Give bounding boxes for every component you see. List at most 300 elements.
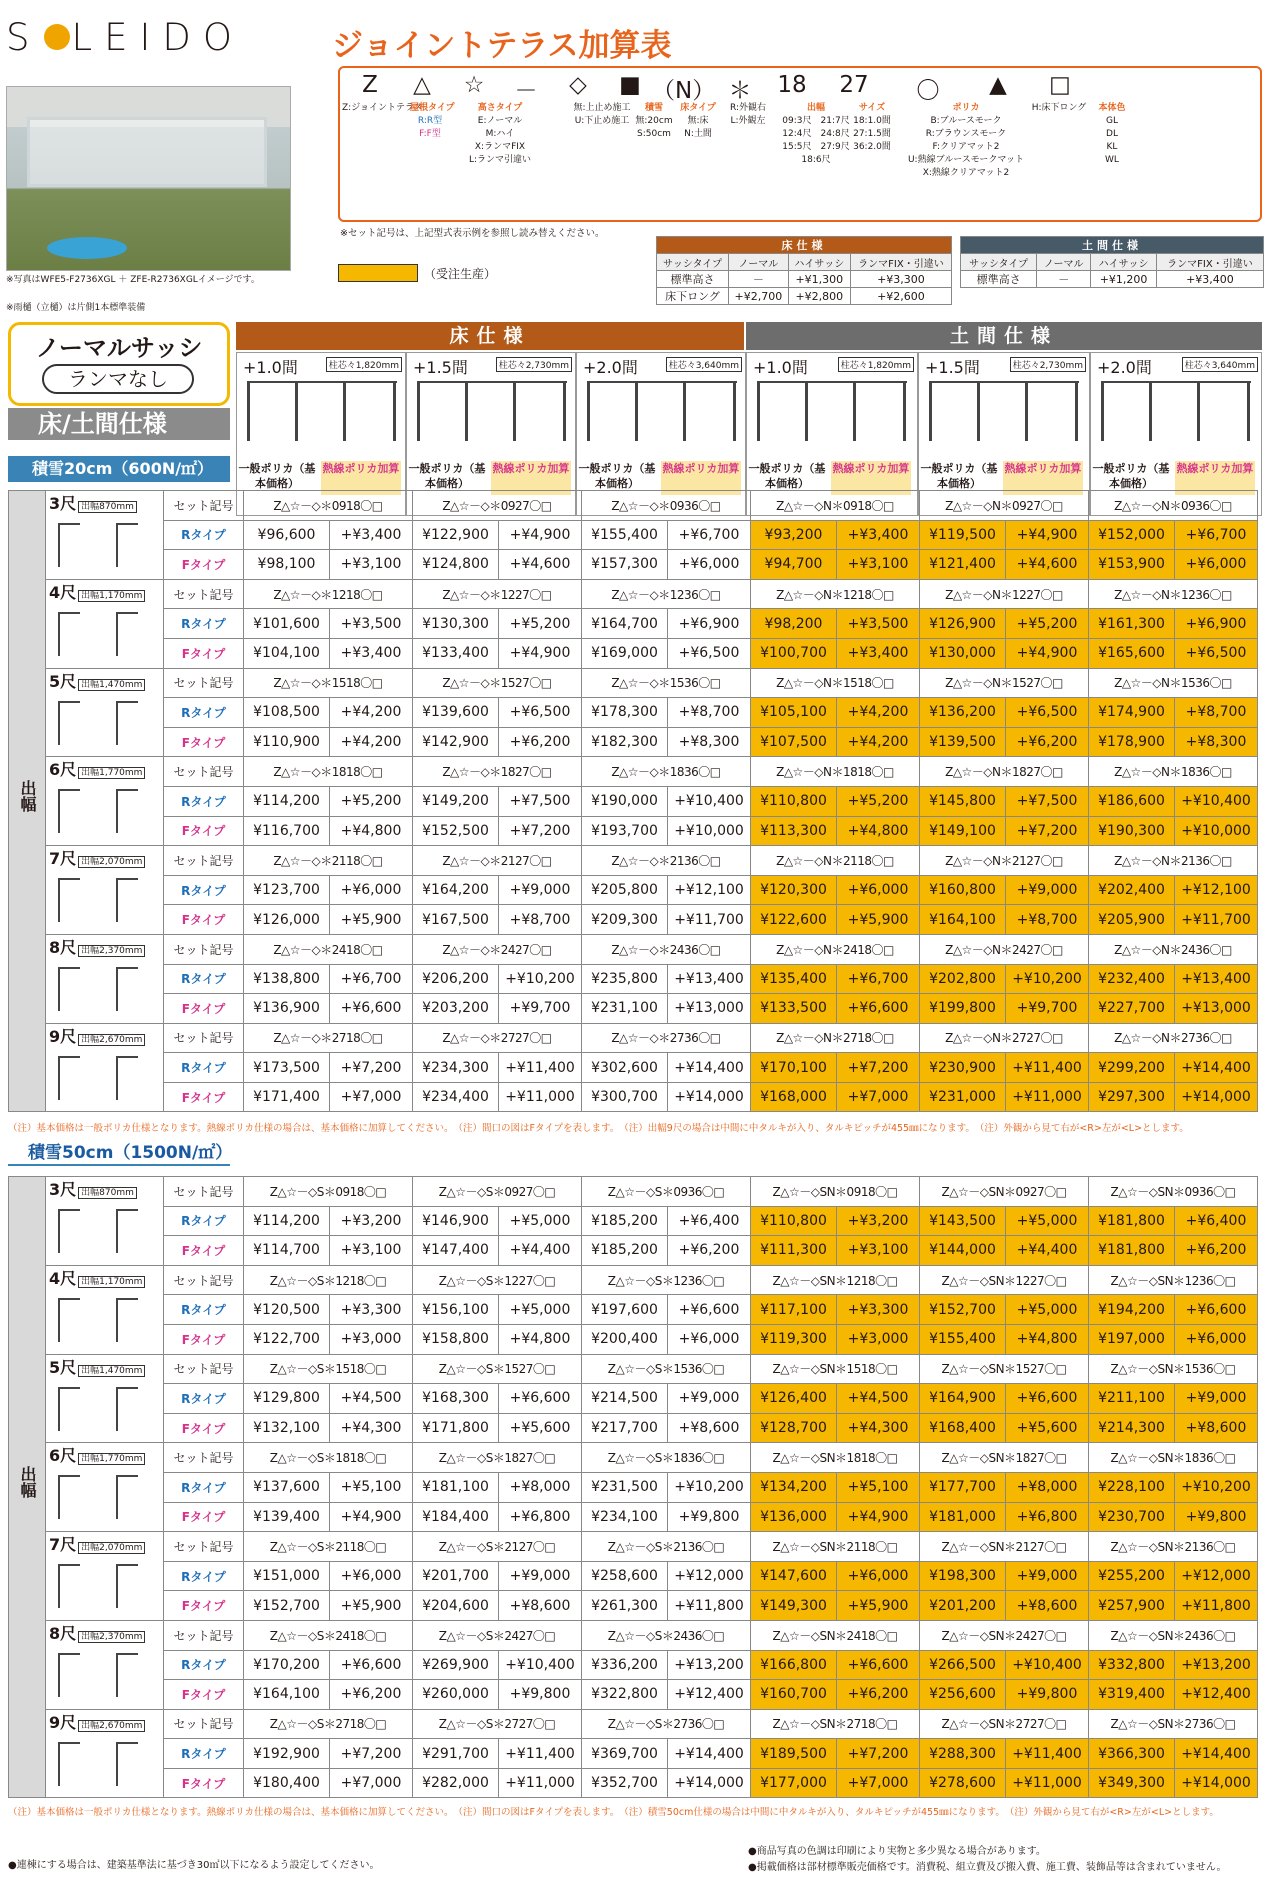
set-code: Z△☆－◇S＊2736〇□ bbox=[582, 1709, 751, 1739]
base-price: ¥164,100 bbox=[244, 1680, 330, 1710]
doma-spec-table bbox=[960, 236, 1264, 288]
size-cell bbox=[46, 1023, 164, 1112]
set-code-label: セット記号 bbox=[164, 579, 244, 609]
heat-addition: +¥6,600 bbox=[837, 994, 920, 1024]
base-price: ¥129,800 bbox=[244, 1384, 330, 1414]
heat-addition: +¥8,700 bbox=[1006, 905, 1089, 935]
set-code: Z△☆－◇N＊1227〇□ bbox=[920, 579, 1089, 609]
heat-addition: +¥4,800 bbox=[499, 1324, 582, 1354]
heat-addition: +¥3,400 bbox=[837, 520, 920, 550]
frame-sketch bbox=[54, 967, 158, 1017]
set-code: Z△☆－◇＊1527〇□ bbox=[413, 668, 582, 698]
column-pitch: 柱芯々3,640mm bbox=[1182, 357, 1258, 372]
base-price: ¥119,300 bbox=[751, 1324, 837, 1354]
base-price: ¥231,500 bbox=[582, 1472, 668, 1502]
spec-cell: 床下ロング bbox=[657, 288, 729, 305]
formula-symbol: Z bbox=[362, 72, 378, 98]
frame-sketch bbox=[54, 789, 158, 839]
f-type-label: Fタイプ bbox=[164, 994, 244, 1024]
floor-spec-table bbox=[656, 236, 952, 305]
heat-addition: +¥6,600 bbox=[499, 1384, 582, 1414]
r-type-label: Rタイプ bbox=[164, 520, 244, 550]
r-type-label: Rタイプ bbox=[164, 1384, 244, 1414]
r-type-label: Rタイプ bbox=[164, 1206, 244, 1236]
size-cell bbox=[46, 934, 164, 1023]
heat-addition: +¥14,400 bbox=[668, 1739, 751, 1769]
bottom-note-left: ●連棟にする場合は、建築基準法に基づき30㎡以下になるよう設定してください。 bbox=[8, 1860, 380, 1871]
set-code: Z△☆－◇S＊0936〇□ bbox=[582, 1177, 751, 1207]
frame-sketch bbox=[54, 878, 158, 928]
heat-addition: +¥10,200 bbox=[1175, 1472, 1258, 1502]
column-kind-basic: 一般ポリカ（基本価格） bbox=[238, 462, 316, 490]
set-code: Z△☆－◇S＊1227〇□ bbox=[413, 1265, 582, 1295]
set-code: Z△☆－◇N＊0927〇□ bbox=[920, 491, 1089, 521]
base-price: ¥322,800 bbox=[582, 1680, 668, 1710]
frame-sketch bbox=[54, 1387, 158, 1437]
table-row bbox=[9, 1295, 1258, 1325]
heat-addition: +¥5,200 bbox=[837, 786, 920, 816]
heat-addition: +¥8,300 bbox=[1175, 727, 1258, 757]
f-type-label: Fタイプ bbox=[164, 1413, 244, 1443]
set-code: Z△☆－◇N＊2718〇□ bbox=[751, 1023, 920, 1053]
base-price: ¥139,500 bbox=[920, 727, 1006, 757]
base-price: ¥139,400 bbox=[244, 1502, 330, 1532]
heat-addition: +¥13,200 bbox=[1175, 1650, 1258, 1680]
heat-addition: +¥6,000 bbox=[837, 1561, 920, 1591]
heat-addition: +¥14,400 bbox=[1175, 1053, 1258, 1083]
base-price: ¥278,600 bbox=[920, 1768, 1006, 1798]
table-row bbox=[9, 1236, 1258, 1266]
heat-addition: +¥4,300 bbox=[330, 1413, 413, 1443]
legend-head: サイズ bbox=[858, 103, 886, 113]
set-code: Z△☆－◇S＊2727〇□ bbox=[413, 1709, 582, 1739]
base-price: ¥130,300 bbox=[413, 609, 499, 639]
legend-line: R:R型 bbox=[417, 116, 443, 126]
spec-cell: +¥2,700 bbox=[729, 288, 789, 305]
base-price: ¥185,200 bbox=[582, 1206, 668, 1236]
column-kind-heat: 熱線ポリカ加算 bbox=[321, 461, 401, 495]
heat-addition: +¥5,000 bbox=[1006, 1295, 1089, 1325]
size-label: 4尺 bbox=[49, 582, 77, 602]
set-code: Z△☆－◇＊0927〇□ bbox=[413, 491, 582, 521]
set-code: Z△☆－◇＊0936〇□ bbox=[582, 491, 751, 521]
base-price: ¥135,400 bbox=[751, 964, 837, 994]
table-row bbox=[9, 786, 1258, 816]
base-price: ¥128,700 bbox=[751, 1413, 837, 1443]
base-price: ¥178,300 bbox=[582, 698, 668, 728]
base-price: ¥122,900 bbox=[413, 520, 499, 550]
table-row bbox=[9, 846, 1258, 876]
base-price: ¥122,700 bbox=[244, 1324, 330, 1354]
heat-addition: +¥8,700 bbox=[1175, 698, 1258, 728]
base-price: ¥178,900 bbox=[1089, 727, 1175, 757]
heat-addition: +¥6,500 bbox=[1006, 698, 1089, 728]
heat-addition: +¥7,500 bbox=[1006, 786, 1089, 816]
base-price: ¥214,300 bbox=[1089, 1413, 1175, 1443]
heat-addition: +¥14,400 bbox=[668, 1053, 751, 1083]
set-code: Z△☆－◇＊2427〇□ bbox=[413, 934, 582, 964]
base-price: ¥366,300 bbox=[1089, 1739, 1175, 1769]
legend-head: ポリカ bbox=[952, 103, 980, 113]
heat-addition: +¥7,200 bbox=[330, 1053, 413, 1083]
base-price: ¥256,600 bbox=[920, 1680, 1006, 1710]
size-label: 8尺 bbox=[49, 937, 77, 957]
heat-addition: +¥4,800 bbox=[330, 816, 413, 846]
legend-line: N:土間 bbox=[684, 129, 712, 139]
legend-line: Z:ジョイントテラス bbox=[342, 103, 423, 113]
formula-legend bbox=[720, 102, 776, 128]
frame-sketch bbox=[54, 701, 158, 751]
spec-cell: +¥2,600 bbox=[850, 288, 951, 305]
size-mm: 出幅1,770mm bbox=[78, 1453, 145, 1465]
set-code: Z△☆－◇SN＊1818〇□ bbox=[751, 1443, 920, 1473]
frame-sketch bbox=[54, 1564, 158, 1614]
base-price: ¥157,300 bbox=[582, 550, 668, 580]
base-price: ¥126,000 bbox=[244, 905, 330, 935]
set-code: Z△☆－◇＊1836〇□ bbox=[582, 757, 751, 787]
heat-addition: +¥7,000 bbox=[330, 1082, 413, 1112]
legend-line: 18:6尺 bbox=[801, 155, 831, 165]
heat-addition: +¥10,200 bbox=[499, 964, 582, 994]
formula-legend bbox=[572, 102, 632, 128]
legend-line: DL bbox=[1106, 129, 1118, 139]
base-price: ¥186,600 bbox=[1089, 786, 1175, 816]
base-price: ¥190,300 bbox=[1089, 816, 1175, 846]
legend-line: 09:3尺 21:7尺 bbox=[782, 116, 850, 126]
set-code: Z△☆－◇S＊1236〇□ bbox=[582, 1265, 751, 1295]
set-code: Z△☆－◇S＊0927〇□ bbox=[413, 1177, 582, 1207]
legend-line: 18:1.0間 bbox=[853, 116, 891, 126]
heat-addition: +¥9,800 bbox=[499, 1680, 582, 1710]
set-code: Z△☆－◇SN＊2718〇□ bbox=[751, 1709, 920, 1739]
base-price: ¥94,700 bbox=[751, 550, 837, 580]
base-price: ¥227,700 bbox=[1089, 994, 1175, 1024]
formula-symbol: ☆ bbox=[463, 72, 485, 98]
spec-header: ハイサッシ bbox=[788, 254, 850, 271]
side-label bbox=[9, 1177, 46, 1798]
base-price: ¥137,600 bbox=[244, 1472, 330, 1502]
base-price: ¥143,500 bbox=[920, 1206, 1006, 1236]
set-code: Z△☆－◇N＊2736〇□ bbox=[1089, 1023, 1258, 1053]
legend-head: 積雪 bbox=[644, 103, 663, 113]
sash-type-badge bbox=[8, 322, 230, 440]
formula-legend bbox=[1030, 102, 1088, 115]
base-price: ¥234,400 bbox=[413, 1082, 499, 1112]
formula-symbol: 〇 bbox=[916, 78, 940, 104]
column-kind-basic: 一般ポリカ（基本価格） bbox=[408, 462, 486, 490]
set-code: Z△☆－◇N＊1818〇□ bbox=[751, 757, 920, 787]
formula-symbol: ▲ bbox=[989, 72, 1007, 98]
heat-addition: +¥5,200 bbox=[330, 786, 413, 816]
order-made-swatch bbox=[338, 264, 418, 282]
set-code: Z△☆－◇N＊1527〇□ bbox=[920, 668, 1089, 698]
legend-line: 無:上止め施工 bbox=[573, 103, 631, 113]
base-price: ¥332,800 bbox=[1089, 1650, 1175, 1680]
table-row bbox=[9, 550, 1258, 580]
base-price: ¥158,800 bbox=[413, 1324, 499, 1354]
legend-head: 本体色 bbox=[1098, 103, 1126, 113]
formula-symbol: □ bbox=[1049, 72, 1071, 98]
heat-addition: +¥10,400 bbox=[1175, 786, 1258, 816]
frame-diagram bbox=[929, 381, 1079, 439]
formula-symbol: （N） bbox=[652, 78, 716, 104]
heat-addition: +¥4,500 bbox=[837, 1384, 920, 1414]
table-row bbox=[9, 1384, 1258, 1414]
set-code-label: セット記号 bbox=[164, 846, 244, 876]
table-row bbox=[9, 1768, 1258, 1798]
set-code: Z△☆－◇N＊2436〇□ bbox=[1089, 934, 1258, 964]
set-code: Z△☆－◇S＊2118〇□ bbox=[244, 1532, 413, 1562]
frame-sketch bbox=[54, 1653, 158, 1703]
heat-addition: +¥9,000 bbox=[499, 1561, 582, 1591]
set-code: Z△☆－◇S＊1818〇□ bbox=[244, 1443, 413, 1473]
heat-addition: +¥6,000 bbox=[668, 1324, 751, 1354]
frame-sketch bbox=[54, 1056, 158, 1106]
set-code: Z△☆－◇SN＊2136〇□ bbox=[1089, 1532, 1258, 1562]
heat-addition: +¥13,000 bbox=[668, 994, 751, 1024]
base-price: ¥258,600 bbox=[582, 1561, 668, 1591]
heat-addition: +¥6,200 bbox=[499, 727, 582, 757]
legend-line: L:ランマ引違い bbox=[468, 155, 532, 165]
heat-addition: +¥11,700 bbox=[668, 905, 751, 935]
size-cell bbox=[46, 1532, 164, 1621]
heat-addition: +¥6,000 bbox=[330, 875, 413, 905]
base-price: ¥170,200 bbox=[244, 1650, 330, 1680]
model-code-legend bbox=[338, 66, 1262, 222]
table-row bbox=[9, 1532, 1258, 1562]
f-type-label: Fタイプ bbox=[164, 727, 244, 757]
base-price: ¥266,500 bbox=[920, 1650, 1006, 1680]
column-kind-basic: 一般ポリカ（基本価格） bbox=[748, 462, 826, 490]
table-row bbox=[9, 1177, 1258, 1207]
base-price: ¥110,800 bbox=[751, 1206, 837, 1236]
size-mm: 出幅870mm bbox=[78, 501, 137, 513]
table-row bbox=[9, 1082, 1258, 1112]
legend-line: F:クリアマット2 bbox=[932, 142, 1000, 152]
set-code: Z△☆－◇＊1218〇□ bbox=[244, 579, 413, 609]
base-price: ¥149,300 bbox=[751, 1591, 837, 1621]
heat-addition: +¥4,800 bbox=[837, 816, 920, 846]
base-price: ¥160,800 bbox=[920, 875, 1006, 905]
base-price: ¥133,500 bbox=[751, 994, 837, 1024]
formula-legend bbox=[468, 102, 532, 167]
badge-subtitle: ランマなし bbox=[42, 364, 194, 394]
heat-addition: +¥6,700 bbox=[1175, 520, 1258, 550]
table-row bbox=[9, 638, 1258, 668]
heat-addition: +¥7,000 bbox=[837, 1082, 920, 1112]
legend-line: U:下止め施工 bbox=[574, 116, 630, 126]
set-code: Z△☆－◇SN＊2418〇□ bbox=[751, 1620, 920, 1650]
base-price: ¥171,800 bbox=[413, 1413, 499, 1443]
set-code: Z△☆－◇S＊2436〇□ bbox=[582, 1620, 751, 1650]
f-type-label: Fタイプ bbox=[164, 1591, 244, 1621]
base-price: ¥98,100 bbox=[244, 550, 330, 580]
heat-addition: +¥4,900 bbox=[1006, 638, 1089, 668]
heat-addition: +¥7,200 bbox=[499, 816, 582, 846]
r-type-label: Rタイプ bbox=[164, 1472, 244, 1502]
frame-diagram bbox=[757, 381, 907, 439]
base-price: ¥152,700 bbox=[920, 1295, 1006, 1325]
base-price: ¥291,700 bbox=[413, 1739, 499, 1769]
spec-cell: 標準高さ bbox=[961, 271, 1037, 288]
legend-line: R:ブラウンスモーク bbox=[925, 129, 1007, 139]
set-code: Z△☆－◇SN＊2727〇□ bbox=[920, 1709, 1089, 1739]
heat-addition: +¥6,000 bbox=[330, 1561, 413, 1591]
heat-addition: +¥3,500 bbox=[330, 609, 413, 639]
legend-line: 12:4尺 24:8尺 bbox=[782, 129, 850, 139]
base-price: ¥192,900 bbox=[244, 1739, 330, 1769]
column-kind-basic: 一般ポリカ（基本価格） bbox=[1092, 462, 1170, 490]
legend-head: 出幅 bbox=[806, 103, 825, 113]
base-price: ¥181,800 bbox=[1089, 1206, 1175, 1236]
base-price: ¥168,000 bbox=[751, 1082, 837, 1112]
heat-addition: +¥6,000 bbox=[1175, 1324, 1258, 1354]
heat-addition: +¥6,500 bbox=[1175, 638, 1258, 668]
base-price: ¥199,800 bbox=[920, 994, 1006, 1024]
heat-addition: +¥8,600 bbox=[1175, 1413, 1258, 1443]
size-cell bbox=[46, 1620, 164, 1709]
r-type-label: Rタイプ bbox=[164, 1295, 244, 1325]
brand-logo: S LEIDO bbox=[6, 16, 245, 59]
heat-addition: +¥9,800 bbox=[668, 1502, 751, 1532]
base-price: ¥164,700 bbox=[582, 609, 668, 639]
set-code-label: セット記号 bbox=[164, 1620, 244, 1650]
table-row bbox=[9, 491, 1258, 521]
base-price: ¥185,200 bbox=[582, 1236, 668, 1266]
base-price: ¥231,000 bbox=[920, 1082, 1006, 1112]
base-price: ¥164,900 bbox=[920, 1384, 1006, 1414]
base-price: ¥167,500 bbox=[413, 905, 499, 935]
frame-sketch bbox=[54, 1742, 158, 1792]
table-row bbox=[9, 668, 1258, 698]
heat-addition: +¥6,600 bbox=[330, 1650, 413, 1680]
base-price: ¥217,700 bbox=[582, 1413, 668, 1443]
column-kind-heat: 熱線ポリカ加算 bbox=[661, 461, 741, 495]
formula-symbol: ■ bbox=[619, 72, 641, 98]
heat-addition: +¥6,700 bbox=[330, 964, 413, 994]
base-price: ¥155,400 bbox=[582, 520, 668, 550]
base-price: ¥209,300 bbox=[582, 905, 668, 935]
table-row bbox=[9, 1591, 1258, 1621]
base-price: ¥142,900 bbox=[413, 727, 499, 757]
set-code-label: セット記号 bbox=[164, 491, 244, 521]
legend-line: KL bbox=[1106, 142, 1118, 152]
column-kind-heat: 熱線ポリカ加算 bbox=[1175, 461, 1255, 495]
formula-symbol: － bbox=[514, 78, 538, 104]
size-cell bbox=[46, 1443, 164, 1532]
base-price: ¥146,900 bbox=[413, 1206, 499, 1236]
heat-addition: +¥13,200 bbox=[668, 1650, 751, 1680]
spec-cell: +¥3,300 bbox=[850, 271, 951, 288]
heat-addition: +¥13,400 bbox=[1175, 964, 1258, 994]
set-code: Z△☆－◇N＊0936〇□ bbox=[1089, 491, 1258, 521]
heat-addition: +¥10,200 bbox=[668, 1472, 751, 1502]
heat-addition: +¥9,000 bbox=[1175, 1384, 1258, 1414]
base-price: ¥260,000 bbox=[413, 1680, 499, 1710]
base-price: ¥110,900 bbox=[244, 727, 330, 757]
size-label: 4尺 bbox=[49, 1268, 77, 1288]
frame-sketch bbox=[54, 612, 158, 662]
set-code: Z△☆－◇N＊1536〇□ bbox=[1089, 668, 1258, 698]
legend-head: 床タイプ bbox=[680, 103, 716, 113]
base-price: ¥182,300 bbox=[582, 727, 668, 757]
base-price: ¥156,100 bbox=[413, 1295, 499, 1325]
table-row bbox=[9, 816, 1258, 846]
set-code: Z△☆－◇S＊1527〇□ bbox=[413, 1354, 582, 1384]
heat-addition: +¥4,900 bbox=[1006, 520, 1089, 550]
heat-addition: +¥6,200 bbox=[330, 1680, 413, 1710]
base-price: ¥126,900 bbox=[920, 609, 1006, 639]
base-price: ¥319,400 bbox=[1089, 1680, 1175, 1710]
base-price: ¥108,500 bbox=[244, 698, 330, 728]
heat-addition: +¥8,000 bbox=[499, 1472, 582, 1502]
formula-legend bbox=[1088, 102, 1136, 167]
heat-addition: +¥4,200 bbox=[330, 698, 413, 728]
table-row bbox=[9, 1561, 1258, 1591]
heat-addition: +¥6,200 bbox=[837, 1680, 920, 1710]
set-code: Z△☆－◇N＊2136〇□ bbox=[1089, 846, 1258, 876]
legend-line: U:熱線ブルースモークマット bbox=[907, 155, 1025, 165]
column-span-label: +2.0間 bbox=[583, 358, 638, 377]
base-price: ¥96,600 bbox=[244, 520, 330, 550]
set-code: Z△☆－◇N＊2727〇□ bbox=[920, 1023, 1089, 1053]
base-price: ¥130,000 bbox=[920, 638, 1006, 668]
size-cell bbox=[46, 1177, 164, 1266]
heat-addition: +¥4,200 bbox=[837, 727, 920, 757]
set-code-label: セット記号 bbox=[164, 1023, 244, 1053]
r-type-label: Rタイプ bbox=[164, 698, 244, 728]
heat-addition: +¥5,600 bbox=[1006, 1413, 1089, 1443]
frame-diagram bbox=[247, 381, 397, 439]
legend-line: H:床下ロング bbox=[1031, 103, 1087, 113]
base-price: ¥180,400 bbox=[244, 1768, 330, 1798]
base-price: ¥201,200 bbox=[920, 1591, 1006, 1621]
base-price: ¥198,300 bbox=[920, 1561, 1006, 1591]
formula-legend bbox=[632, 102, 676, 141]
base-price: ¥205,900 bbox=[1089, 905, 1175, 935]
base-price: ¥104,100 bbox=[244, 638, 330, 668]
heat-addition: +¥4,900 bbox=[330, 1502, 413, 1532]
heat-addition: +¥8,000 bbox=[1006, 1472, 1089, 1502]
base-price: ¥114,200 bbox=[244, 1206, 330, 1236]
set-code: Z△☆－◇S＊1536〇□ bbox=[582, 1354, 751, 1384]
set-code: Z△☆－◇＊2127〇□ bbox=[413, 846, 582, 876]
set-code-label: セット記号 bbox=[164, 668, 244, 698]
base-price: ¥235,800 bbox=[582, 964, 668, 994]
size-cell bbox=[46, 1354, 164, 1443]
heat-addition: +¥11,400 bbox=[499, 1739, 582, 1769]
table-row bbox=[9, 609, 1258, 639]
r-type-label: Rタイプ bbox=[164, 786, 244, 816]
base-price: ¥174,900 bbox=[1089, 698, 1175, 728]
heat-addition: +¥5,100 bbox=[330, 1472, 413, 1502]
heat-addition: +¥4,900 bbox=[499, 638, 582, 668]
base-price: ¥105,100 bbox=[751, 698, 837, 728]
column-span-label: +2.0間 bbox=[1097, 358, 1152, 377]
base-price: ¥134,200 bbox=[751, 1472, 837, 1502]
base-price: ¥117,100 bbox=[751, 1295, 837, 1325]
page-title: ジョイントテラス加算表 bbox=[332, 28, 672, 64]
size-mm: 出幅2,070mm bbox=[78, 856, 145, 868]
heat-addition: +¥3,300 bbox=[330, 1295, 413, 1325]
set-code: Z△☆－◇SN＊2118〇□ bbox=[751, 1532, 920, 1562]
base-price: ¥282,000 bbox=[413, 1768, 499, 1798]
base-price: ¥230,700 bbox=[1089, 1502, 1175, 1532]
set-code: Z△☆－◇SN＊1518〇□ bbox=[751, 1354, 920, 1384]
badge-spec: 床/土間仕様 bbox=[8, 408, 230, 440]
base-price: ¥302,600 bbox=[582, 1053, 668, 1083]
heat-addition: +¥5,900 bbox=[837, 905, 920, 935]
